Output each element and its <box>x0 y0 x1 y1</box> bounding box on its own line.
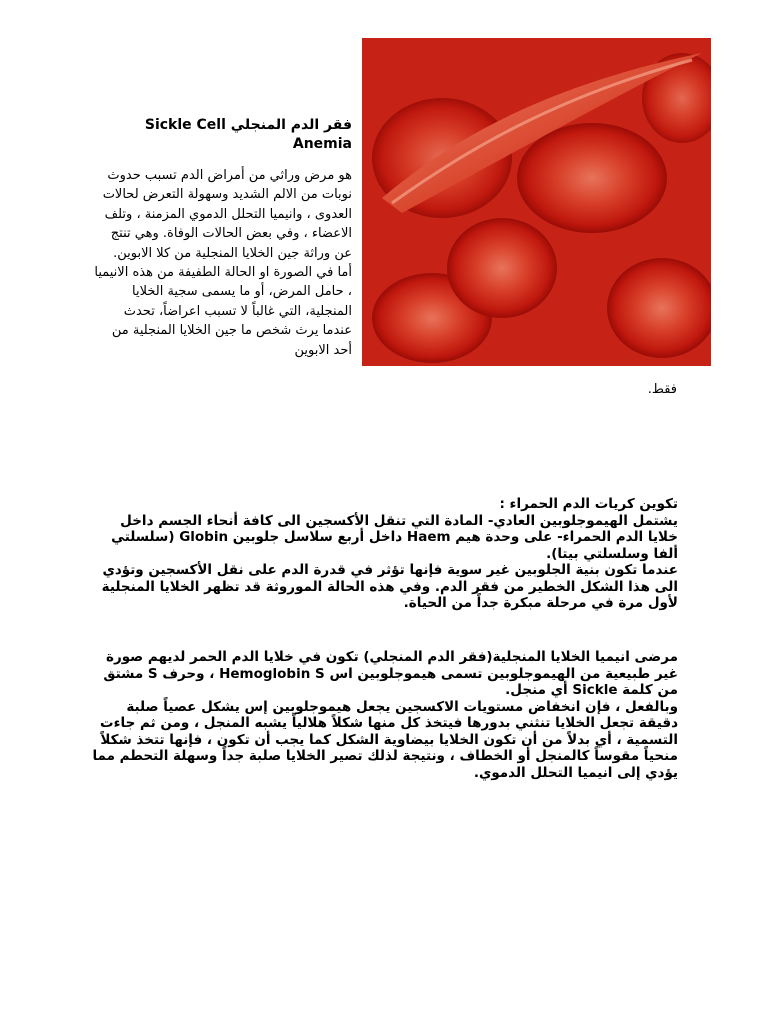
section-paragraph: يشتمل الهيموجلوبين العادي- المادة التي تنقل الأكسجين الى كافة أنحاء الجسم داخل خلايا الدم الحمراء- على وحدة هيم Haem داخل أربع سلاسل جلوبين Globin (سلسلتي ألفا وسلسلتي بيتا). <box>111 512 678 562</box>
intro-end-text: فقط. <box>647 382 677 397</box>
intro-paragraph: أما في الصورة او الحالة الطفيفة من هذه الانيميا ، حامل المرض، أو ما يسمى سجية الخلايا المنجلية، التي غالباً لا تسبب اعراضاً، تحدث عندما يرث شخص ما جين الخلايا المنجلية من أحد الابوين <box>94 265 352 358</box>
intro-text <box>92 166 352 360</box>
section-paragraph: مرضى انيميا الخلايا المنجلية(فقر الدم المنجلي) تكون في خلايا الدم الحمر لديهم صورة غير طبيعية من الهيموجلوبين تسمى هيموجلوبين اس Hemoglobin S ، وحرف S مشتق من كلمة Sickle أي منجل. <box>103 649 678 698</box>
section-paragraph: وبالفعل ، فإن انخفاض مستويات الاكسجين يجعل هيموجلوبين إس يشكل عصياً صلبة دقيقة تجعل الخلايا تنثني بدورها فيتخذ كل منها شكلاً هلالياً يشبه المنجل ، ومن ثم جاءت التسمية ، أي بدلاً من أن تكون الخلايا بيضاوية الشكل كما يجب أن تكون ، فإنها تتخذ شكلاً منحياً مقوساً كالمنجل أو الخطاف ، ونتيجة لذلك تصير الخلايا صلبة جداً وسهلة التحطم مما يؤدي إلى انيميا التحلل الدموي. <box>92 698 678 781</box>
section-paragraph: عندما تكون بنية الجلوبين غير سوية فإنها تؤثر في قدرة الدم على نقل الأكسجين وتؤدي الى هذا الشكل الخطير من فقر الدم. وفي هذه الحالة الموروثة قد تظهر الخلايا المنجلية لأول مرة في مرحلة مبكرة جداً من الحياة. <box>101 562 678 611</box>
section-heading: تكوين كريات الدم الحمراء : <box>499 496 678 512</box>
intro-paragraph: هو مرض وراثي من أمراض الدم تسبب حدوث نوبات من الالم الشديد وسهولة التعرض لحالات العدوى ، وانيميا التحلل الدموي المزمنة ، وتلف الاعضاء ، وفي بعض الحالات الوفاة. وهي تنتج عن وراثة جين الخلايا المنجلية من كلا الابوين. <box>102 168 352 261</box>
rbc-formation-section <box>92 496 678 612</box>
sickle-cell-image <box>362 38 711 366</box>
sickle-hemoglobin-section <box>92 649 678 781</box>
page-title: فقر الدم المنجلي Sickle Cell Anemia <box>144 117 352 152</box>
